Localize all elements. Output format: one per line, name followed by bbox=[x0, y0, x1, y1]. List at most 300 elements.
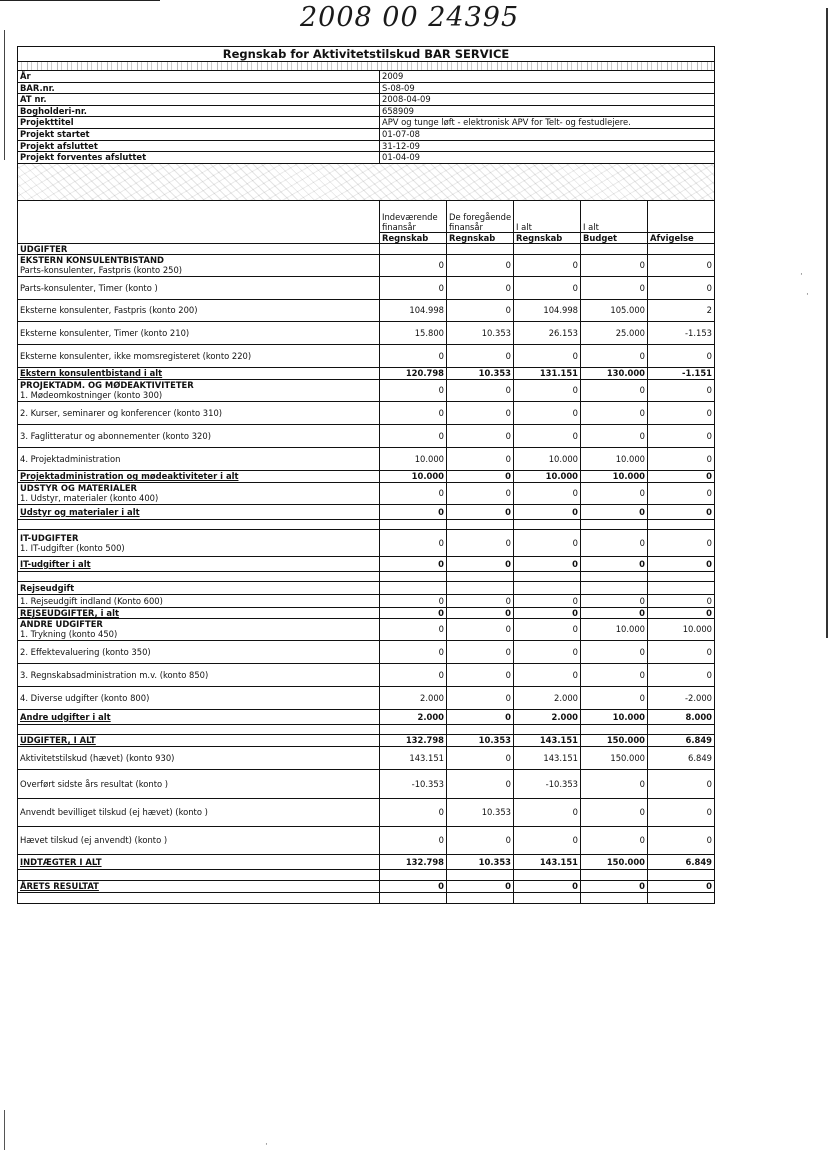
row-label: Eksterne konsulenter, Timer (konto 210) bbox=[18, 322, 380, 344]
total-row bbox=[18, 557, 714, 572]
ledger-row bbox=[18, 277, 714, 300]
amount-cell: 0 bbox=[581, 255, 648, 276]
amount-cell: 0 bbox=[447, 345, 514, 367]
amount-cell bbox=[514, 870, 581, 880]
row-label: ÅRETS RESULTAT bbox=[18, 881, 380, 892]
amount-cell: 0 bbox=[380, 595, 447, 607]
amount-cell: 131.151 bbox=[514, 368, 581, 379]
row-label-text: Parts-konsulenter, Fastpris (konto 250) bbox=[20, 265, 183, 276]
amount-cell bbox=[447, 520, 514, 529]
amount-cell bbox=[514, 582, 581, 594]
amount-cell: 0 bbox=[447, 380, 514, 401]
ledger-row bbox=[18, 770, 714, 799]
amount-cell: 0 bbox=[706, 407, 712, 418]
spacer-row bbox=[18, 572, 714, 582]
ledger-rows bbox=[18, 244, 714, 903]
spacer-row bbox=[18, 520, 714, 530]
info-value: 2009 bbox=[382, 71, 404, 81]
row-label bbox=[18, 893, 380, 903]
amount-cell: 0 bbox=[706, 558, 712, 569]
amount-cell bbox=[514, 244, 581, 254]
column-header-title: I alt bbox=[516, 221, 532, 232]
row-label: 4. Diverse udgifter (konto 800) bbox=[18, 687, 380, 709]
amount-cell: 0 bbox=[706, 350, 712, 361]
amount-cell: 0 bbox=[380, 608, 447, 618]
amount-cell: 0 bbox=[514, 799, 581, 826]
amount-cell: 132.798 bbox=[380, 855, 447, 869]
amount-cell: 2 bbox=[706, 305, 712, 316]
amount-cell: 0 bbox=[581, 530, 648, 556]
amount-cell: 0 bbox=[514, 425, 581, 447]
amount-cell bbox=[581, 572, 648, 581]
section-heading: ANDRE UDGIFTER bbox=[20, 619, 103, 630]
scan-edge-right bbox=[826, 8, 828, 638]
row-label-text: 1. Mødeomkostninger (konto 300) bbox=[20, 390, 163, 401]
ledger-row bbox=[18, 255, 714, 277]
scan-edge-bottom bbox=[4, 1110, 5, 1150]
amount-cell: 0 bbox=[447, 664, 514, 686]
row-label bbox=[18, 255, 380, 276]
amount-cell: 0 bbox=[380, 483, 447, 504]
amount-cell bbox=[380, 725, 447, 734]
amount-cell: 0 bbox=[581, 402, 648, 424]
amount-cell: 0 bbox=[706, 607, 712, 618]
amount-cell: 0 bbox=[514, 530, 581, 556]
amount-cell bbox=[380, 893, 447, 903]
ledger-row bbox=[18, 664, 714, 687]
info-row bbox=[18, 94, 714, 106]
ledger-row bbox=[18, 402, 714, 425]
row-label bbox=[18, 530, 380, 556]
amount-cell: 0 bbox=[706, 282, 712, 293]
info-row bbox=[18, 83, 714, 95]
row-label: Aktivitetstilskud (hævet) (konto 930) bbox=[18, 747, 380, 769]
amount-cell: 143.151 bbox=[514, 747, 581, 769]
amount-cell bbox=[514, 725, 581, 734]
amount-cell: 0 bbox=[447, 747, 514, 769]
amount-cell: 0 bbox=[706, 471, 712, 482]
amount-cell: 0 bbox=[581, 687, 648, 709]
spacer-row bbox=[18, 870, 714, 881]
amount-cell: 0 bbox=[581, 608, 648, 618]
row-label: 3. Regnskabsadministration m.v. (konto 850) bbox=[18, 664, 380, 686]
amount-cell bbox=[648, 572, 714, 581]
column-header-5 bbox=[648, 201, 714, 243]
column-header-subtitle: Regnskab bbox=[380, 232, 446, 243]
amount-cell: 10.000 bbox=[581, 710, 648, 724]
info-label: BAR.nr. bbox=[18, 83, 380, 94]
ledger-row bbox=[18, 448, 714, 471]
amount-cell: 0 bbox=[380, 530, 447, 556]
amount-cell: 0 bbox=[514, 641, 581, 663]
amount-cell: 0 bbox=[706, 669, 712, 680]
amount-cell: 105.000 bbox=[581, 300, 648, 321]
info-row bbox=[18, 71, 714, 83]
row-label bbox=[18, 619, 380, 640]
amount-cell: 10.353 bbox=[447, 322, 514, 344]
row-label: Andre udgifter i alt bbox=[18, 710, 380, 724]
amount-cell bbox=[581, 893, 648, 903]
amount-cell bbox=[447, 244, 514, 254]
row-label bbox=[18, 520, 380, 529]
amount-cell: 2.000 bbox=[380, 687, 447, 709]
row-label: Ekstern konsulentbistand i alt bbox=[18, 368, 380, 379]
section-heading-row bbox=[18, 582, 714, 595]
amount-cell bbox=[514, 572, 581, 581]
spacer-row bbox=[18, 893, 714, 903]
amount-cell: 6.849 bbox=[685, 856, 712, 867]
amount-cell: 0 bbox=[447, 687, 514, 709]
amount-cell bbox=[447, 893, 514, 903]
amount-cell: 0 bbox=[581, 664, 648, 686]
amount-cell: 0 bbox=[447, 710, 514, 724]
amount-cell: 10.000 bbox=[581, 448, 648, 470]
amount-cell: 0 bbox=[706, 385, 712, 396]
column-header-title: Indeværende finansår bbox=[382, 211, 438, 232]
row-label bbox=[18, 572, 380, 581]
section-heading: IT-UDGIFTER bbox=[20, 532, 79, 543]
amount-cell: 0 bbox=[581, 425, 648, 447]
amount-cell: 0 bbox=[706, 807, 712, 818]
project-info-block bbox=[18, 71, 714, 164]
column-header-subtitle: Afvigelse bbox=[648, 232, 714, 243]
column-header-subtitle: Budget bbox=[581, 232, 647, 243]
amount-cell: 0 bbox=[514, 380, 581, 401]
ledger-row bbox=[18, 530, 714, 557]
amount-cell: 0 bbox=[447, 619, 514, 640]
amount-cell: 150.000 bbox=[581, 735, 648, 746]
amount-cell: 0 bbox=[447, 425, 514, 447]
amount-cell: 2.000 bbox=[380, 710, 447, 724]
info-label: År bbox=[18, 71, 380, 82]
amount-cell: 0 bbox=[447, 277, 514, 299]
amount-cell bbox=[581, 582, 648, 594]
ledger-row bbox=[18, 747, 714, 770]
amount-cell: 132.798 bbox=[380, 735, 447, 746]
amount-cell bbox=[380, 244, 447, 254]
info-label: Projekt afsluttet bbox=[18, 141, 380, 152]
amount-cell: 0 bbox=[581, 827, 648, 854]
amount-cell: 6.849 bbox=[685, 735, 712, 746]
scan-noise-band-large bbox=[18, 164, 714, 201]
row-label: 2. Kurser, seminarer og konferencer (konto 310) bbox=[18, 402, 380, 424]
amount-cell: 0 bbox=[514, 483, 581, 504]
amount-cell: 0 bbox=[581, 505, 648, 519]
amount-cell: 10.353 bbox=[447, 799, 514, 826]
amount-cell: 0 bbox=[380, 402, 447, 424]
amount-cell: 10.353 bbox=[447, 855, 514, 869]
amount-cell: 6.849 bbox=[688, 752, 712, 763]
info-row bbox=[18, 141, 714, 153]
accounting-statement bbox=[17, 46, 715, 904]
amount-cell: 0 bbox=[581, 595, 648, 607]
amount-cell: -10.353 bbox=[380, 770, 447, 798]
ledger-row bbox=[18, 322, 714, 345]
amount-cell: 10.000 bbox=[581, 619, 648, 640]
scan-edge-top bbox=[0, 0, 160, 1]
row-label: Projektadministration og mødeaktiviteter i alt bbox=[18, 471, 380, 482]
amount-cell: 0 bbox=[514, 881, 581, 892]
info-value: S-08-09 bbox=[382, 82, 415, 93]
row-label: 2. Effektevaluering (konto 350) bbox=[18, 641, 380, 663]
amount-cell: 0 bbox=[380, 505, 447, 519]
scan-mark: · bbox=[800, 270, 803, 280]
amount-cell: 0 bbox=[380, 255, 447, 276]
amount-cell: 2.000 bbox=[514, 687, 581, 709]
amount-cell bbox=[514, 520, 581, 529]
amount-cell: 0 bbox=[706, 488, 712, 499]
amount-cell: 0 bbox=[380, 664, 447, 686]
row-label bbox=[18, 483, 380, 504]
amount-cell: 25.000 bbox=[581, 322, 648, 344]
amount-cell: 10.000 bbox=[514, 471, 581, 482]
document-title: Regnskab for Aktivitetstilskud BAR SERVICE bbox=[18, 47, 714, 62]
amount-cell: 0 bbox=[514, 664, 581, 686]
amount-cell bbox=[447, 572, 514, 581]
amount-cell: 0 bbox=[514, 827, 581, 854]
info-label: Bogholderi-nr. bbox=[18, 106, 380, 117]
amount-cell: 0 bbox=[447, 530, 514, 556]
amount-cell bbox=[380, 520, 447, 529]
column-header-subtitle: Regnskab bbox=[514, 232, 580, 243]
column-header-2 bbox=[447, 201, 514, 243]
row-label: 4. Projektadministration bbox=[18, 448, 380, 470]
amount-cell bbox=[581, 520, 648, 529]
amount-cell: 0 bbox=[447, 557, 514, 571]
section-heading-row bbox=[18, 244, 714, 255]
amount-cell: 0 bbox=[447, 608, 514, 618]
column-header-3 bbox=[514, 201, 581, 243]
amount-cell bbox=[380, 572, 447, 581]
amount-cell: 0 bbox=[447, 505, 514, 519]
amount-cell: 0 bbox=[514, 345, 581, 367]
amount-cell: 0 bbox=[380, 380, 447, 401]
section-heading: EKSTERN KONSULENTBISTAND bbox=[20, 255, 164, 266]
info-row bbox=[18, 152, 714, 163]
amount-cell: 143.151 bbox=[514, 855, 581, 869]
amount-cell: 0 bbox=[581, 770, 648, 798]
ledger-row bbox=[18, 595, 714, 608]
amount-cell: 0 bbox=[706, 430, 712, 441]
info-value: 31-12-09 bbox=[382, 140, 421, 151]
ledger-row bbox=[18, 619, 714, 641]
row-label: Anvendt bevilliget tilskud (ej hævet) (konto ) bbox=[18, 799, 380, 826]
amount-cell: 10.000 bbox=[514, 448, 581, 470]
amount-cell: 0 bbox=[447, 483, 514, 504]
row-label: Parts-konsulenter, Timer (konto ) bbox=[18, 277, 380, 299]
amount-cell: 0 bbox=[380, 277, 447, 299]
amount-cell: 10.000 bbox=[380, 448, 447, 470]
column-header-title: De foregående finansår bbox=[449, 211, 512, 232]
amount-cell: 0 bbox=[380, 827, 447, 854]
amount-cell: 0 bbox=[706, 453, 712, 464]
amount-cell: 0 bbox=[447, 770, 514, 798]
section-heading: PROJEKTADM. OG MØDEAKTIVITETER bbox=[20, 380, 194, 391]
amount-cell: 0 bbox=[447, 827, 514, 854]
amount-cell bbox=[648, 520, 714, 529]
amount-cell: 2.000 bbox=[514, 710, 581, 724]
amount-cell: 0 bbox=[581, 345, 648, 367]
amount-cell: 0 bbox=[581, 881, 648, 892]
ledger-row bbox=[18, 687, 714, 710]
info-value: APV og tunge løft - elektronisk APV for Telt- og festudlejere. bbox=[382, 117, 631, 128]
total-row bbox=[18, 710, 714, 725]
amount-cell bbox=[581, 870, 648, 880]
column-header-1 bbox=[380, 201, 447, 243]
amount-cell: 10.000 bbox=[682, 624, 712, 635]
ledger-row bbox=[18, 641, 714, 664]
amount-cell: 0 bbox=[581, 799, 648, 826]
info-label: Projekt startet bbox=[18, 129, 380, 140]
scan-mark: · bbox=[806, 290, 809, 300]
ledger-row bbox=[18, 300, 714, 322]
amount-cell: 0 bbox=[706, 778, 712, 789]
row-label: Overført sidste års resultat (konto ) bbox=[18, 770, 380, 798]
column-header-subtitle: Regnskab bbox=[447, 232, 513, 243]
amount-cell: 0 bbox=[514, 557, 581, 571]
amount-cell: 143.151 bbox=[380, 747, 447, 769]
info-row bbox=[18, 106, 714, 118]
row-label: REJSEUDGIFTER, i alt bbox=[18, 608, 380, 618]
amount-cell: -1.151 bbox=[682, 368, 712, 379]
amount-cell: 8.000 bbox=[685, 711, 712, 722]
column-header-row bbox=[18, 201, 714, 244]
amount-cell: 0 bbox=[380, 641, 447, 663]
amount-cell: 15.800 bbox=[380, 322, 447, 344]
amount-cell bbox=[447, 582, 514, 594]
amount-cell: 0 bbox=[514, 255, 581, 276]
ledger-row bbox=[18, 827, 714, 855]
amount-cell: 10.000 bbox=[581, 471, 648, 482]
amount-cell: 150.000 bbox=[581, 747, 648, 769]
row-label: 1. Rejseudgift indland (Konto 600) bbox=[18, 595, 380, 607]
amount-cell: 0 bbox=[447, 595, 514, 607]
amount-cell: 0 bbox=[447, 300, 514, 321]
row-label-text: 1. IT-udgifter (konto 500) bbox=[20, 542, 125, 553]
ledger-row bbox=[18, 345, 714, 368]
amount-cell: 0 bbox=[514, 619, 581, 640]
column-header-4 bbox=[581, 201, 648, 243]
amount-cell: 0 bbox=[380, 557, 447, 571]
info-row bbox=[18, 129, 714, 141]
amount-cell: 0 bbox=[514, 277, 581, 299]
scan-edge-left bbox=[4, 30, 5, 160]
total-row bbox=[18, 368, 714, 380]
info-value: 658909 bbox=[382, 105, 414, 116]
description-column-header bbox=[18, 201, 380, 243]
amount-cell: 0 bbox=[581, 483, 648, 504]
amount-cell: -10.353 bbox=[514, 770, 581, 798]
amount-cell: 0 bbox=[706, 537, 712, 548]
total-row bbox=[18, 608, 714, 619]
amount-cell bbox=[648, 870, 714, 880]
amount-cell bbox=[447, 725, 514, 734]
amount-cell bbox=[380, 582, 447, 594]
amount-cell: 0 bbox=[706, 506, 712, 517]
amount-cell: 0 bbox=[380, 881, 447, 892]
total-row bbox=[18, 735, 714, 747]
amount-cell: 0 bbox=[380, 619, 447, 640]
total-row bbox=[18, 505, 714, 520]
total-row bbox=[18, 855, 714, 870]
row-label: Udstyr og materialer i alt bbox=[18, 505, 380, 519]
row-label: 3. Faglitteratur og abonnementer (konto 320) bbox=[18, 425, 380, 447]
row-label-text: 1. Trykning (konto 450) bbox=[20, 629, 118, 640]
amount-cell bbox=[648, 244, 714, 254]
column-header-title: I alt bbox=[583, 221, 599, 232]
amount-cell: -1.153 bbox=[685, 327, 712, 338]
info-row bbox=[18, 117, 714, 129]
ledger-row bbox=[18, 799, 714, 827]
row-label: IT-udgifter i alt bbox=[18, 557, 380, 571]
info-label: Projekttitel bbox=[18, 117, 380, 128]
amount-cell: 104.998 bbox=[514, 300, 581, 321]
amount-cell: 0 bbox=[514, 505, 581, 519]
amount-cell: 0 bbox=[706, 881, 712, 892]
amount-cell: 143.151 bbox=[514, 735, 581, 746]
row-label: Hævet tilskud (ej anvendt) (konto ) bbox=[18, 827, 380, 854]
row-label: Eksterne konsulenter, Fastpris (konto 200) bbox=[18, 300, 380, 321]
amount-cell bbox=[514, 893, 581, 903]
row-label: UDGIFTER, I ALT bbox=[18, 735, 380, 746]
row-label: INDTÆGTER I ALT bbox=[18, 855, 380, 869]
row-label: Eksterne konsulenter, ikke momsregisteret (konto 220) bbox=[18, 345, 380, 367]
amount-cell bbox=[581, 244, 648, 254]
row-label bbox=[18, 380, 380, 401]
row-label: Rejseudgift bbox=[18, 582, 380, 594]
amount-cell: 0 bbox=[581, 277, 648, 299]
amount-cell: 120.798 bbox=[380, 368, 447, 379]
amount-cell: 0 bbox=[514, 608, 581, 618]
section-heading: UDSTYR OG MATERIALER bbox=[20, 483, 137, 494]
amount-cell: 0 bbox=[581, 380, 648, 401]
spacer-row bbox=[18, 725, 714, 735]
scan-noise-band bbox=[18, 62, 714, 71]
amount-cell: 0 bbox=[447, 881, 514, 892]
total-row bbox=[18, 881, 714, 893]
amount-cell: 0 bbox=[380, 345, 447, 367]
ledger-row bbox=[18, 483, 714, 505]
row-label-text: 1. Udstyr, materialer (konto 400) bbox=[20, 493, 159, 504]
amount-cell: 10.353 bbox=[447, 368, 514, 379]
row-label: UDGIFTER bbox=[18, 244, 380, 254]
amount-cell: -2.000 bbox=[685, 692, 712, 703]
info-value: 01-07-08 bbox=[382, 128, 421, 139]
amount-cell: 0 bbox=[447, 641, 514, 663]
amount-cell: 0 bbox=[447, 471, 514, 482]
ledger-row bbox=[18, 380, 714, 402]
ledger-row bbox=[18, 425, 714, 448]
row-label bbox=[18, 725, 380, 734]
amount-cell: 0 bbox=[706, 646, 712, 657]
amount-cell: 0 bbox=[706, 595, 712, 606]
total-row bbox=[18, 471, 714, 483]
row-label bbox=[18, 870, 380, 880]
scan-mark: · bbox=[265, 1140, 268, 1150]
amount-cell: 26.153 bbox=[514, 322, 581, 344]
info-value: 2008-04-09 bbox=[382, 94, 431, 105]
amount-cell: 0 bbox=[514, 402, 581, 424]
amount-cell: 10.353 bbox=[447, 735, 514, 746]
amount-cell: 0 bbox=[581, 557, 648, 571]
amount-cell: 0 bbox=[447, 448, 514, 470]
info-value: 01-04-09 bbox=[382, 152, 421, 163]
amount-cell bbox=[648, 582, 714, 594]
amount-cell: 10.000 bbox=[380, 471, 447, 482]
amount-cell: 0 bbox=[514, 595, 581, 607]
amount-cell: 0 bbox=[706, 835, 712, 846]
info-label: Projekt forventes afsluttet bbox=[18, 152, 380, 163]
